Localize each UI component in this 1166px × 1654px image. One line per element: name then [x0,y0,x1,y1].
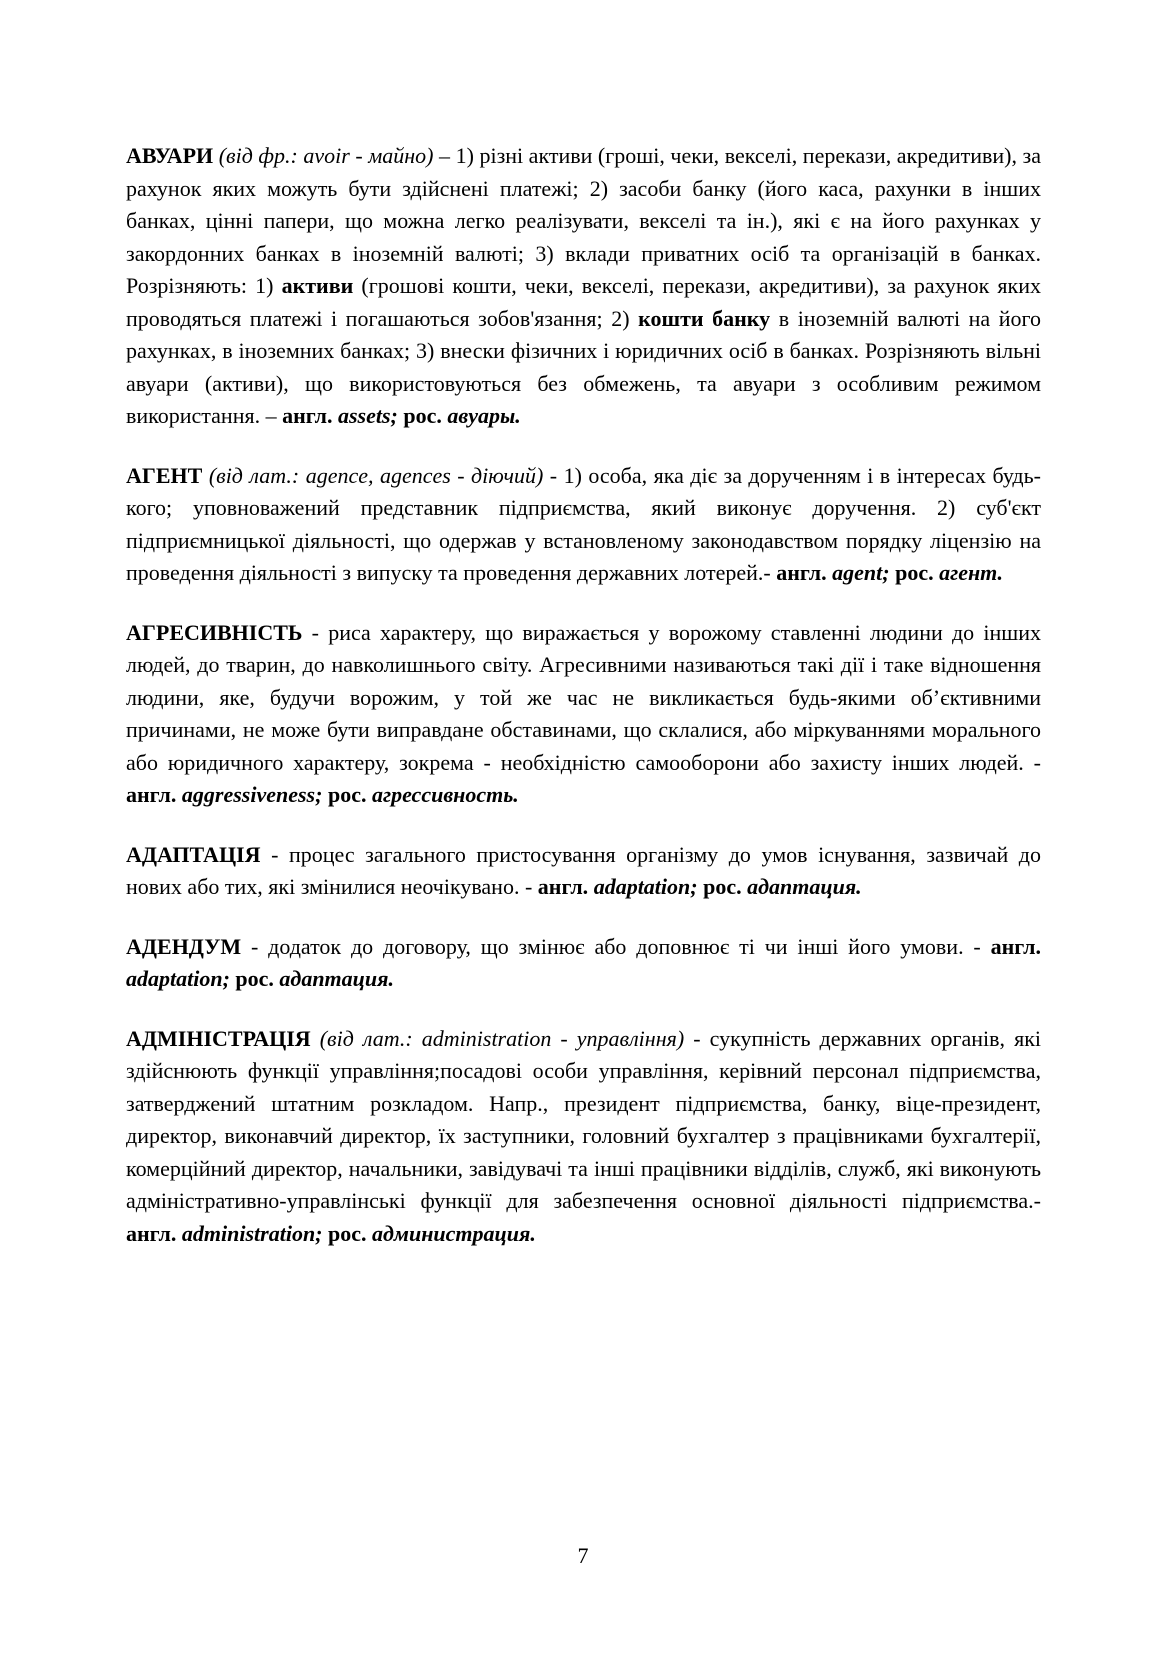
entry-segment: - риса характеру, що виражається у ворожому ставленні людини до інших людей, до тварин, до навколишнього світу. Агресивними називаються такі дії і таке відношення людини, яке, будучи ворожим, у той же час не викликається будь-якими об’єктивними причинами, не може бути виправдане обставинами, що склалися, або міркуваннями морального або юридичного характеру, зокрема - необхідністю самооборони або захисту інших людей. - [126,619,1041,775]
entry-segment: рос. [697,874,742,899]
entry-segment: - сукупність державних органів, які здійснюють функції управління;посадові особи управління, керівний персонал підприємства, затверджений штатним розкладом. Напр., президент підприємства, банку, віце-президент, директор, виконавчий директор, їх заступники, головний бухгалтер з працівниками бухгалтерії, комерційний директор, начальники, завідувачі та інші працівники відділів, служб, які виконують адміністративно-управлінські функції для забезпечення основної діяльності підприємства.- [126,1025,1041,1213]
page-footer [0,1540,1166,1572]
entry-segment: - 1) особа, яка діє за дорученням і в інтересах будь-кого; уповноважений представник підприємства, який виконує доручення. 2) суб'єкт підприємницької діяльності, що одержав у встановленому законодавством порядку ліцензію на проведення діяльності з випуску та проведення державних лотерей.- [126,462,1041,585]
dictionary-entry [126,617,1041,812]
entry-segment: assets; [332,403,398,428]
entry-segment: адаптация. [741,874,862,899]
entry-segment: кошти банку [638,305,771,331]
entry-term: АГЕНТ [126,462,203,488]
entry-segment: (від фр.: avoir - майно) [213,143,434,168]
page-number: 7 [577,1543,589,1568]
entry-segment: - процес загального пристосування організму до умов існування, зазвичай до нових або тих, які змінилися неочікувано. - [126,841,1041,899]
entry-segment: англ. [282,403,333,428]
entry-segment: agent; [826,560,890,585]
entry-segment: - додаток до договору, що змінює або доповнює ті чи інші його умови. - [241,933,991,959]
entry-term: АВУАРИ [126,143,214,168]
entry-segment: adaptation; [126,966,230,991]
entry-segment: адаптация. [273,966,394,991]
entry-segment: administration; [176,1220,323,1246]
entry-segment: администрация. [366,1220,536,1246]
entry-segment: англ. [990,933,1041,959]
dictionary-entries [126,140,1041,1277]
entry-segment: рос. [322,1220,367,1246]
entry-segment: англ. [126,782,177,807]
dictionary-entry [126,140,1041,433]
entry-segment: агрессивность. [366,782,519,807]
entry-segment: (від лат.: administration - управління) [310,1025,685,1051]
entry-segment: авуары. [441,403,521,428]
dictionary-entry [126,931,1041,996]
entry-segment: активи [281,273,354,298]
entry-term: АДЕНДУМ [126,933,242,959]
entry-segment: adaptation; [588,874,698,899]
dictionary-entry [126,1023,1041,1251]
entry-segment: рос. [397,403,442,428]
entry-segment: англ. [126,1220,177,1246]
entry-segment: рос. [889,560,940,585]
dictionary-entry [126,460,1041,590]
entry-term: АГРЕСИВНІСТЬ [126,619,303,645]
entry-segment: рос. [229,966,274,991]
entry-term: АДАПТАЦІЯ [126,841,261,867]
entry-segment: (від лат.: agence, agences - діючий) [202,462,544,488]
entry-segment: (грошові кошти, чеки, векселі, перекази, акредитиви), за рахунок яких проводяться платежі і погашаються зобов'язання; 2) [126,273,1041,331]
entry-segment: агент. [939,560,1004,585]
entry-term: АДМІНІСТРАЦІЯ [126,1025,311,1051]
entry-segment: англ. [776,560,827,585]
entry-segment: рос. [322,782,367,807]
entry-segment: англ. [537,874,589,899]
entry-segment: aggressiveness; [176,782,323,807]
entry-segment: – 1) різні активи (гроші, чеки, векселі, перекази, акредитиви), за рахунок яких можуть бути здійснені платежі; 2) засоби банку (його каса, рахунки в інших банках, цінні папери, що можна легко реалізувати, векселі та ін.), які є на його рахунках у закордонних банках в іноземній валюті; 3) вклади приватних осіб та організацій в банках. Розрізняють: 1) [126,143,1042,298]
dictionary-entry [126,839,1041,904]
entry-segment: в іноземній валюті на його рахунках, в іноземних банках; 3) внески фізичних і юридичних осіб в банках. Розрізняють вільні авуари (активи), що використовуються без обмежень, та авуари з особливим режимом використання. – [126,305,1042,428]
